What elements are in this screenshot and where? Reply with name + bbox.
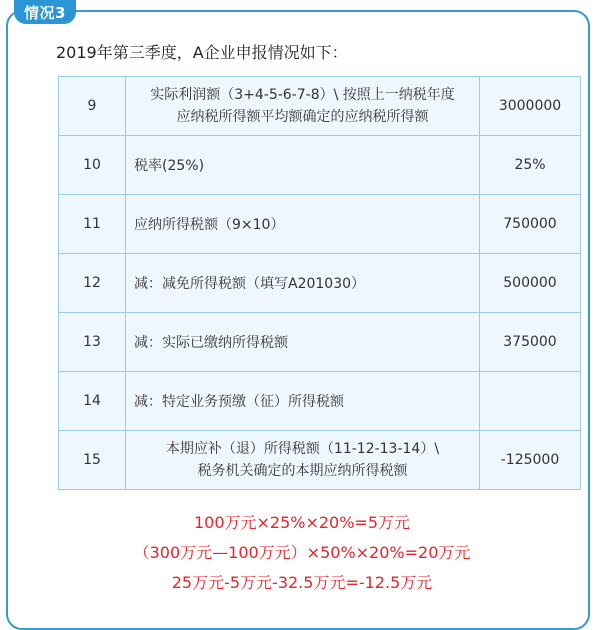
row-number: 15 [59,431,126,490]
row-value [480,372,581,431]
row-description: 应纳所得税额（9×10） [126,195,480,254]
row-value: 375000 [480,313,581,372]
row-description: 本期应补（退）所得税额（11-12-13-14）\ 税务机关确定的本期应纳所得税额 [126,431,480,490]
row-number: 12 [59,254,126,313]
row-description: 税率(25%) [126,136,480,195]
row-value: 500000 [480,254,581,313]
intro-text: 2019年第三季度，A企业申报情况如下： [56,43,348,62]
calc-line-3: 25万元-5万元-32.5万元=-12.5万元 [171,573,433,592]
row-value: -125000 [480,431,581,490]
table-row [59,254,581,313]
table-row [59,195,581,254]
row-number: 13 [59,313,126,372]
row-number: 14 [59,372,126,431]
table-row [59,77,581,136]
row-description: 减：特定业务预缴（征）所得税额 [126,372,480,431]
row-description: 减：实际已缴纳所得税额 [126,313,480,372]
table-row [59,372,581,431]
row-description: 实际利润额（3+4-5-6-7-8）\ 按照上一纳税年度 应纳税所得额平均额确定的应纳税所得额 [126,77,480,136]
row-number: 10 [59,136,126,195]
row-number: 9 [59,77,126,136]
calc-line-2: （300万元—100万元）×50%×20%=20万元 [133,543,471,562]
row-description: 减：减免所得税额（填写A201030） [126,254,480,313]
table-row [59,136,581,195]
declaration-table [58,76,581,490]
row-number: 11 [59,195,126,254]
row-value: 3000000 [480,77,581,136]
row-value: 750000 [480,195,581,254]
table-row [59,313,581,372]
case-tag: 情况3 [14,0,76,24]
calc-line-1: 100万元×25%×20%=5万元 [193,513,411,532]
table-row [59,431,581,490]
row-value: 25% [480,136,581,195]
